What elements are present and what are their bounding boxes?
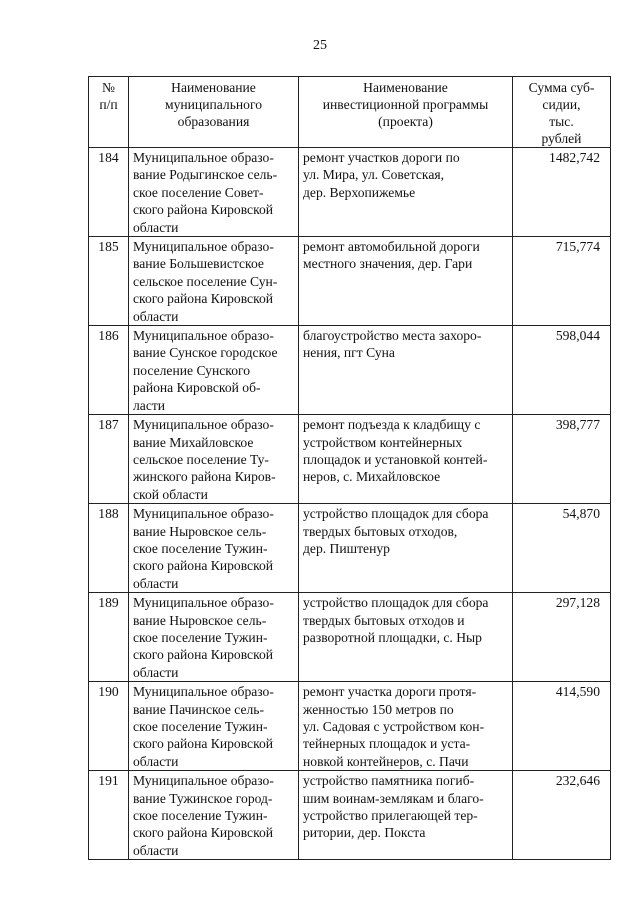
program-name: ремонт подъезда к кладбищу с устройством контейнерных площадок и установкой контей- неров, с. Михайловское (299, 415, 513, 504)
subsidy-sum: 715,774 (513, 237, 611, 326)
municipality-name: Муниципальное образо- вание Ныровское сель- ское поселение Тужин- ского района Кировской области (129, 504, 299, 593)
subsidy-sum: 414,590 (513, 682, 611, 771)
table-row (89, 148, 611, 237)
row-number: 188 (89, 504, 129, 593)
subsidy-sum: 398,777 (513, 415, 611, 504)
row-number: 187 (89, 415, 129, 504)
municipality-name: Муниципальное образо- вание Ныровское сель- ское поселение Тужин- ского района Кировской области (129, 593, 299, 682)
row-number: 185 (89, 237, 129, 326)
table-row (89, 326, 611, 415)
row-number: 186 (89, 326, 129, 415)
header-number: № п/п (89, 77, 129, 148)
program-name: ремонт автомобильной дороги местного значения, дер. Гари (299, 237, 513, 326)
program-name: благоустройство места захоро- нения, пгт Суна (299, 326, 513, 415)
municipality-name: Муниципальное образо- вание Пачинское сель- ское поселение Тужин- ского района Кировской области (129, 682, 299, 771)
program-name: устройство памятника погиб- шим воинам-землякам и благо- устройство прилегающей тер- ритории, дер. Покста (299, 771, 513, 860)
municipality-name: Муниципальное образо- вание Родыгинское сель- ское поселение Совет- ского района Кировской области (129, 148, 299, 237)
program-name: ремонт участков дороги по ул. Мира, ул. Советская, дер. Верхопижемье (299, 148, 513, 237)
header-municipality: Наименование муниципального образования (129, 77, 299, 148)
municipality-name: Муниципальное образо- вание Большевистское сельское поселение Сун- ского района Кировской области (129, 237, 299, 326)
row-number: 184 (89, 148, 129, 237)
row-number: 189 (89, 593, 129, 682)
table-row (89, 237, 611, 326)
program-name: устройство площадок для сбора твердых бытовых отходов и разворотной площадки, с. Ныр (299, 593, 513, 682)
subsidy-sum: 598,044 (513, 326, 611, 415)
municipality-name: Муниципальное образо- вание Михайловское сельское поселение Ту- жинского района Киров- ской области (129, 415, 299, 504)
subsidy-sum: 232,646 (513, 771, 611, 860)
subsidy-table (88, 76, 611, 860)
municipality-name: Муниципальное образо- вание Сунское городское поселение Сунского района Кировской об- ласти (129, 326, 299, 415)
table-row (89, 593, 611, 682)
table-row (89, 415, 611, 504)
program-name: ремонт участка дороги протя- женностью 150 метров по ул. Садовая с устройством кон- тейнерных площадок и уста- новкой контейнеров, с. Пачи (299, 682, 513, 771)
header-program: Наименование инвестиционной программы (проекта) (299, 77, 513, 148)
row-number: 191 (89, 771, 129, 860)
table-header-row (89, 77, 611, 148)
subsidy-sum: 297,128 (513, 593, 611, 682)
program-name: устройство площадок для сбора твердых бытовых отходов, дер. Пиштенур (299, 504, 513, 593)
subsidy-sum: 54,870 (513, 504, 611, 593)
row-number: 190 (89, 682, 129, 771)
header-subsidy-sum: Сумма суб- сидии, тыс. рублей (513, 77, 611, 148)
municipality-name: Муниципальное образо- вание Тужинское город- ское поселение Тужин- ского района Кировской области (129, 771, 299, 860)
subsidy-sum: 1482,742 (513, 148, 611, 237)
table-row (89, 682, 611, 771)
table-row (89, 504, 611, 593)
table-row (89, 771, 611, 860)
page-number: 25 (313, 38, 327, 53)
